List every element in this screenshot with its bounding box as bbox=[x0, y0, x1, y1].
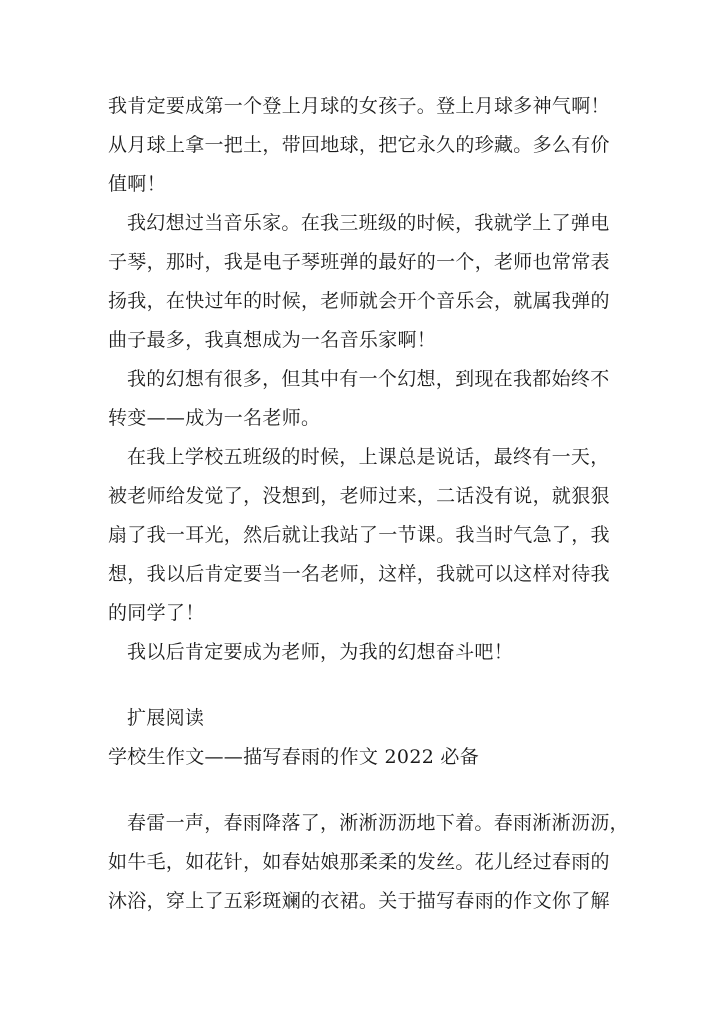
paragraph-line: 值啊！ bbox=[108, 173, 166, 195]
paragraph-line: 曲子最多，我真想成为一名音乐家啊！ bbox=[108, 329, 437, 351]
paragraph-line: 我幻想过当音乐家。在我三班级的时候，我就学上了弹电 bbox=[127, 212, 610, 234]
paragraph-line: 如牛毛，如花针，如春姑娘那柔柔的发丝。花儿经过春雨的 bbox=[108, 851, 610, 873]
paragraph-line: 的同学了！ bbox=[108, 602, 205, 624]
paragraph-line: 被老师给发觉了，没想到，老师过来，二话没有说，就狠狠 bbox=[108, 485, 610, 507]
paragraph-line: 我肯定要成第一个登上月球的女孩子。登上月球多神气啊！ bbox=[108, 95, 610, 117]
paragraph-line: 想，我以后肯定要当一名老师，这样，我就可以这样对待我 bbox=[108, 563, 610, 585]
paragraph-line: 我的幻想有很多，但其中有一个幻想，到现在我都始终不 bbox=[127, 368, 610, 390]
paragraph-line: 春雷一声，春雨降落了，淅淅沥沥地下着。春雨淅淅沥沥， bbox=[127, 812, 629, 834]
paragraph-line: 我以后肯定要成为老师，为我的幻想奋斗吧！ bbox=[127, 641, 514, 663]
paragraph-line: 扇了我一耳光，然后就让我站了一节课。我当时气急了，我 bbox=[108, 524, 610, 546]
paragraph-line: 沐浴，穿上了五彩斑斓的衣裙。关于描写春雨的作文你了解 bbox=[108, 890, 610, 912]
paragraph-line: 从月球上拿一把土，带回地球，把它永久的珍藏。多么有价 bbox=[108, 134, 610, 156]
section-heading: 扩展阅读 bbox=[127, 707, 205, 729]
paragraph-line: 子琴，那时，我是电子琴班弹的最好的一个，老师也常常表 bbox=[108, 251, 610, 273]
paragraph-line: 扬我，在快过年的时候，老师就会开个音乐会，就属我弹的 bbox=[108, 290, 610, 312]
paragraph-line: 转变——成为一名老师。 bbox=[108, 407, 321, 429]
article-title: 学校生作文——描写春雨的作文 2022 必备 bbox=[108, 746, 480, 768]
paragraph-line: 在我上学校五班级的时候，上课总是说话，最终有一天， bbox=[127, 446, 610, 468]
